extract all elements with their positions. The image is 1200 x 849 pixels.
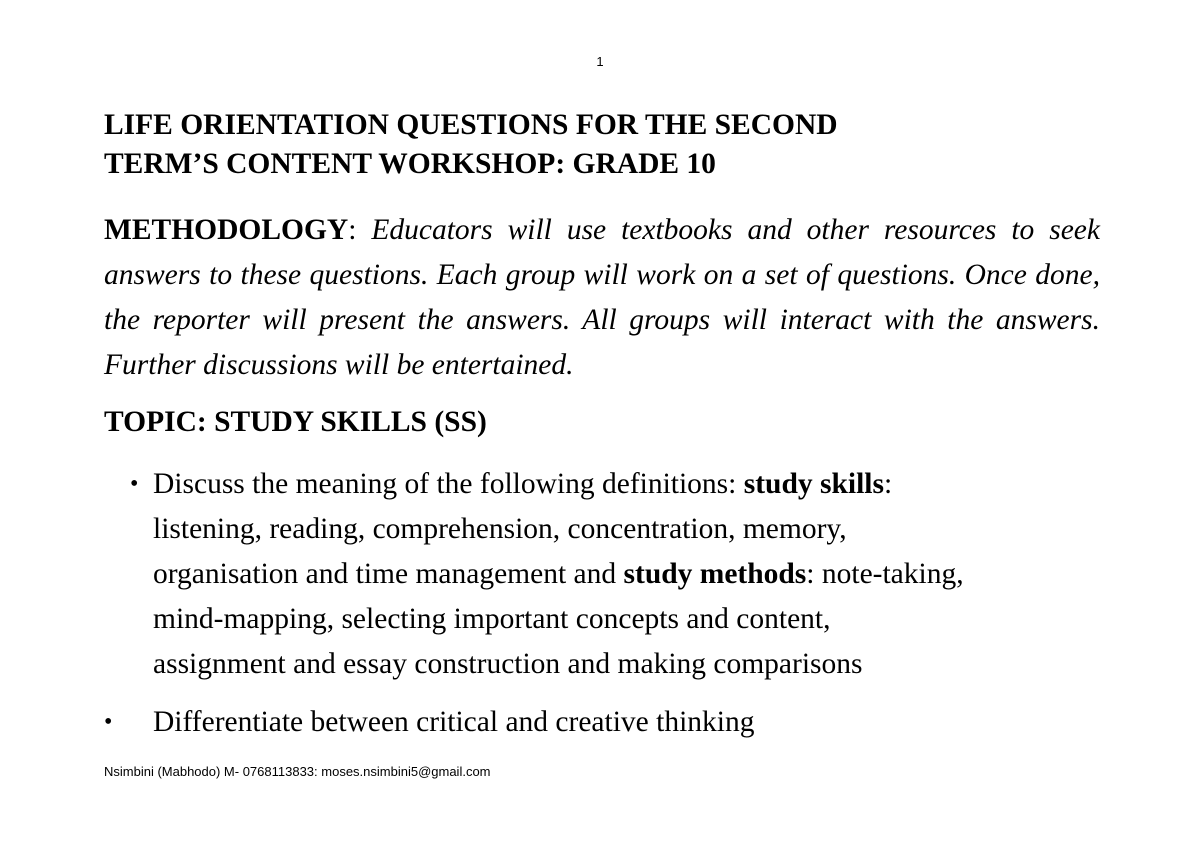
- methodology-separator: :: [348, 214, 372, 246]
- page-number: 1: [596, 54, 604, 69]
- methodology-text: Educators will use textbooks and other resources to seek answers to these questions. Each group will work on a set of questions. Once done, the reporter will present the answers. All groups will interact with the answers. Further discussions will be entertained.: [104, 214, 1100, 381]
- title-line-2: TERM’S CONTENT WORKSHOP: GRADE 10: [104, 148, 716, 180]
- title-line-1: LIFE ORIENTATION QUESTIONS FOR THE SECOND: [104, 109, 838, 141]
- methodology-label: METHODOLOGY: [104, 214, 349, 246]
- bullet-marker: •: [104, 709, 113, 735]
- bullet-line-2: listening, reading, comprehension, concentration, memory,: [153, 513, 847, 545]
- bullet-text: Differentiate between critical and creative thinking: [153, 706, 755, 738]
- footer-contact: Nsimbini (Mabhodo) M- 0768113833: moses.nsimbini5@gmail.com: [104, 764, 491, 779]
- bullet-intro: Discuss the meaning of the following definitions:: [153, 468, 744, 500]
- methodology-paragraph: [104, 208, 1100, 388]
- topic-heading: TOPIC: STUDY SKILLS (SS): [104, 406, 487, 438]
- bullet-line-3-post: : note-taking,: [806, 558, 964, 590]
- bullet-colon: :: [883, 468, 893, 500]
- bullet-text: [153, 462, 1113, 687]
- bullet-line-3-pre: organisation and time management and: [153, 558, 624, 590]
- bullet-line-4: mind-mapping, selecting important concepts and content,: [153, 603, 831, 635]
- term-study-skills: study skills: [743, 468, 884, 500]
- bullet-line-5: assignment and essay construction and making comparisons: [153, 648, 863, 680]
- term-study-methods: study methods: [623, 558, 807, 590]
- document-title: [104, 106, 1104, 184]
- bullet-marker: •: [130, 471, 139, 497]
